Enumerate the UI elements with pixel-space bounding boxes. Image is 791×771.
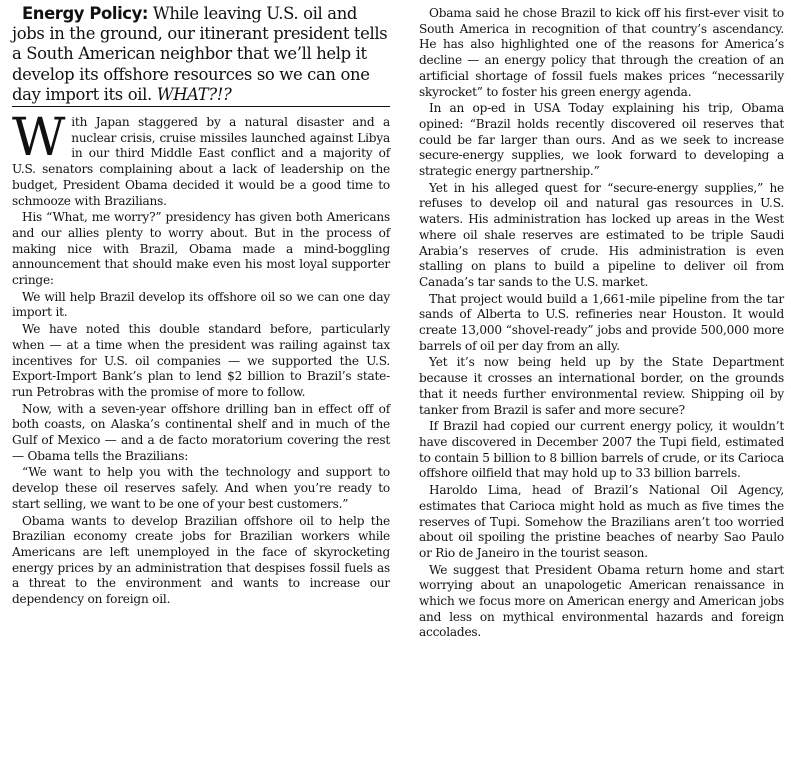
body-paragraph: We suggest that President Obama return home and start worrying about an unapologetic American renaissance in which we focus more on American energy and American jobs and less on mythical environmental hazards and foreign accolades.: [419, 562, 784, 640]
body-paragraph: We have noted this double standard before, particularly when — at a time when the president was railing against tax incentives for U.S. oil companies — we supported the U.S. Export-Import Bank’s plan to lend $2 billion to Brazil’s state-run Petrobras with the promise of more to follow.: [12, 322, 390, 399]
headline-kicker: Energy Policy:: [22, 4, 149, 23]
body-paragraph: Obama said he chose Brazil to kick off his first-ever visit to South America in recognition of that country’s ascendancy. He has also highlighted one of the reasons for America’s decline — an energy policy that through the creation of an artificial shortage of fossil fuels makes prices “necessarily skyrocket” to foster his green energy agenda.: [419, 6, 784, 99]
headline-shout: WHAT?!?: [156, 84, 232, 104]
headline: [12, 4, 390, 105]
quote-paragraph: “We want to help you with the technology and support to develop these oil reserves safely. And when you’re ready to start selling, we want to be one of your best customers.”: [12, 465, 390, 511]
body-paragraph: His “What, me worry?” presidency has given both Americans and our allies plenty to worry about. But in the process of making nice with Brazil, Obama made a mind-boggling announcement that should make even his most loyal supporter cringe:: [12, 210, 390, 288]
body-paragraph: That project would build a 1,661-mile pipeline from the tar sands of Alberta to U.S. refineries near Houston. It would create 13,000 “shovel-ready” jobs and provide 500,000 more barrels of oil per day from an ally.: [419, 291, 784, 353]
body-paragraph: We will help Brazil develop its offshore oil so we can one day import it.: [12, 289, 390, 320]
body-paragraph: In an op-ed in USA Today explaining his trip, Obama opined: “Brazil holds recently discovered oil reserves that could be far larger than ours. And as we seek to increase secure-energy supplies, we look forward to developing a strategic energy partnership.”: [419, 101, 784, 179]
body-paragraph: [12, 108, 390, 209]
headline-text: While leaving U.S. oil and jobs in the ground, our itinerant president tells a South American neighbor that we’ll help it develop its offshore resources so we can one day import its oil.: [12, 4, 388, 104]
body-paragraph: Yet it’s now being held up by the State Department because it crosses an international border, on the grounds that it needs further environmental review. Shipping oil by tanker from Brazil is safer and more secure?: [419, 355, 784, 417]
body-paragraph: If Brazil had copied our current energy policy, it wouldn’t have discovered in December 2007 the Tupi field, estimated to contain 5 billion to 8 billion barrels of crude, or its Carioca offshore oilfield that may hold up to 33 billion barrels.: [419, 419, 784, 481]
body-paragraph: Obama wants to develop Brazilian offshore oil to help the Brazilian economy create jobs for Brazilian workers while Americans are left unemployed in the face of skyrocketing energy prices by an administration that despises fossil fuels as a threat to the environment and wants to increase our dependency on foreign oil.: [12, 513, 390, 607]
headline-rule: [12, 106, 390, 107]
body-paragraph: Yet in his alleged quest for “secure-energy supplies,” he refuses to develop oil and natural gas resources in U.S. waters. His administration has locked up areas in the West where oil shale reserves are estimated to be triple Saudi Arabia’s reserves of crude. His administration is even stalling on plans to build a pipeline to deliver oil from Canada’s tar sands to the U.S. market.: [419, 180, 784, 289]
drop-cap: W: [12, 108, 66, 169]
body-paragraph: Haroldo Lima, head of Brazil’s National Oil Agency, estimates that Carioca might hold as much as five times the reserves of Tupi. Somehow the Brazilians aren’t too worried about oil spoiling the pristine beaches of nearby Sao Paulo or Rio de Janeiro in the tourist season.: [419, 483, 784, 560]
body-paragraph: Now, with a seven-year offshore drilling ban in effect off of both coasts, on Alaska’s continental shelf and in much of the Gulf of Mexico — and a de facto moratorium covering the rest — Obama tells the Brazilians:: [12, 401, 390, 463]
paragraph-text: ith Japan staggered by a natural disaster and a nuclear crisis, cruise missiles launched against Libya in our third Middle East conflict and a majority of U.S. senators complaining about a lack of leadership on the budget, President Obama decided it would be a good time to schmooze with Brazilians.: [12, 115, 390, 208]
left-column: [12, 4, 390, 771]
right-column: [419, 4, 784, 771]
